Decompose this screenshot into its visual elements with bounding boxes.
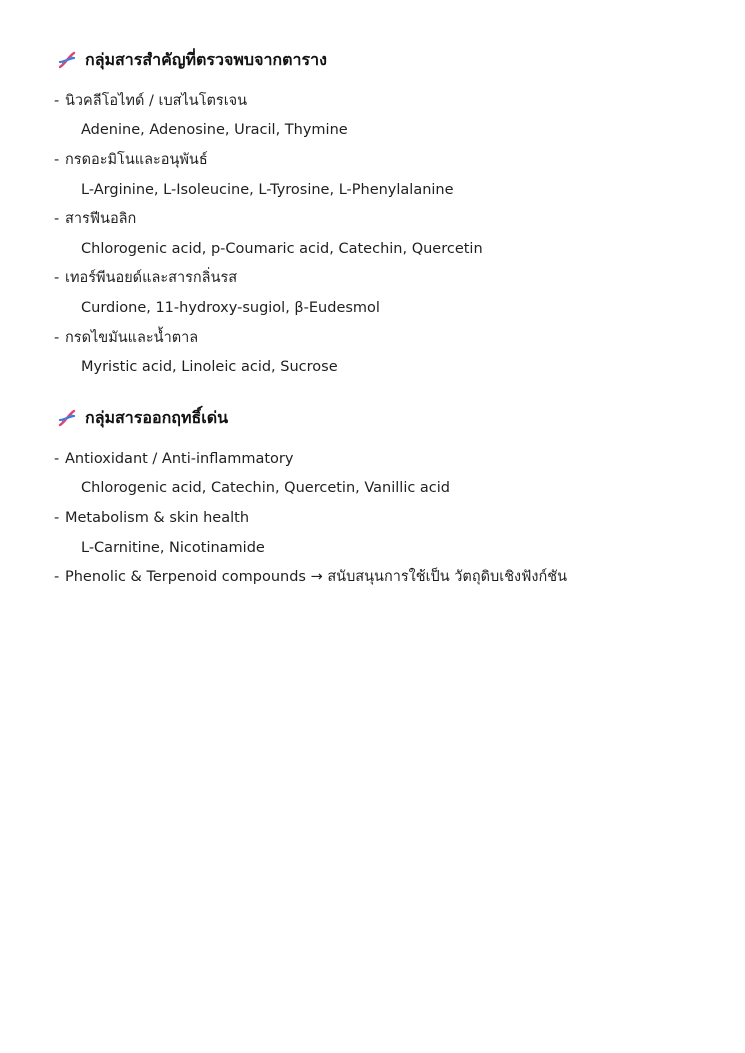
list-item [54,204,714,234]
item-label: นิวคลีโอไทด์ / เบสไนโตรเจน [65,92,248,109]
item-detail: Chlorogenic acid, Catechin, Quercetin, Vanillic acid [81,480,451,497]
item-label: สารฟีนอลิก [65,211,137,228]
item-label: Phenolic & Terpenoid compounds → สนับสนุนการใช้เป็น วัตถุดิบเชิงฟังก์ชัน [65,569,567,586]
item-label: กรดไขมันและน้ำตาล [65,329,199,346]
list-item [54,86,714,116]
list-item [54,503,714,533]
dna-icon [57,408,77,428]
compound-list [54,444,714,592]
item-detail: Myristic acid, Linoleic acid, Sucrose [81,359,338,376]
item-label: เทอร์พีนอยด์และสารกลิ่นรส [65,270,238,287]
bullet-dash: - [54,569,60,586]
bullet-dash: - [54,509,60,526]
list-item [54,444,714,474]
bullet-dash: - [54,450,60,467]
section-key-compounds [54,46,714,382]
section-title: กลุ่มสารออกฤทธิ์เด่น [85,407,229,427]
section-active-compounds [54,404,714,592]
item-detail: L-Carnitine, Nicotinamide [81,539,265,556]
dna-icon [57,50,77,70]
list-item [54,562,714,592]
item-label: กรดอะมิโนและอนุพันธ์ [65,151,208,168]
bullet-dash: - [54,270,60,287]
bullet-dash: - [54,329,60,346]
compound-list [54,86,714,382]
item-label: Antioxidant / Anti-inflammatory [65,450,294,467]
item-detail: L-Arginine, L-Isoleucine, L-Tyrosine, L-Phenylalanine [81,181,454,198]
section-title: กลุ่มสารสำคัญที่ตรวจพบจากตาราง [85,49,327,69]
bullet-dash: - [54,92,60,109]
list-item [54,264,714,294]
bullet-dash: - [54,211,60,228]
section-heading [57,404,714,432]
list-item [54,323,714,353]
item-detail: Chlorogenic acid, p-Coumaric acid, Catechin, Quercetin [81,240,483,257]
item-label: Metabolism & skin health [65,509,250,526]
bullet-dash: - [54,151,60,168]
list-item [54,145,714,175]
item-detail: Curdione, 11-hydroxy-sugiol, β-Eudesmol [81,299,380,316]
section-heading [57,46,714,74]
item-detail: Adenine, Adenosine, Uracil, Thymine [81,122,348,139]
